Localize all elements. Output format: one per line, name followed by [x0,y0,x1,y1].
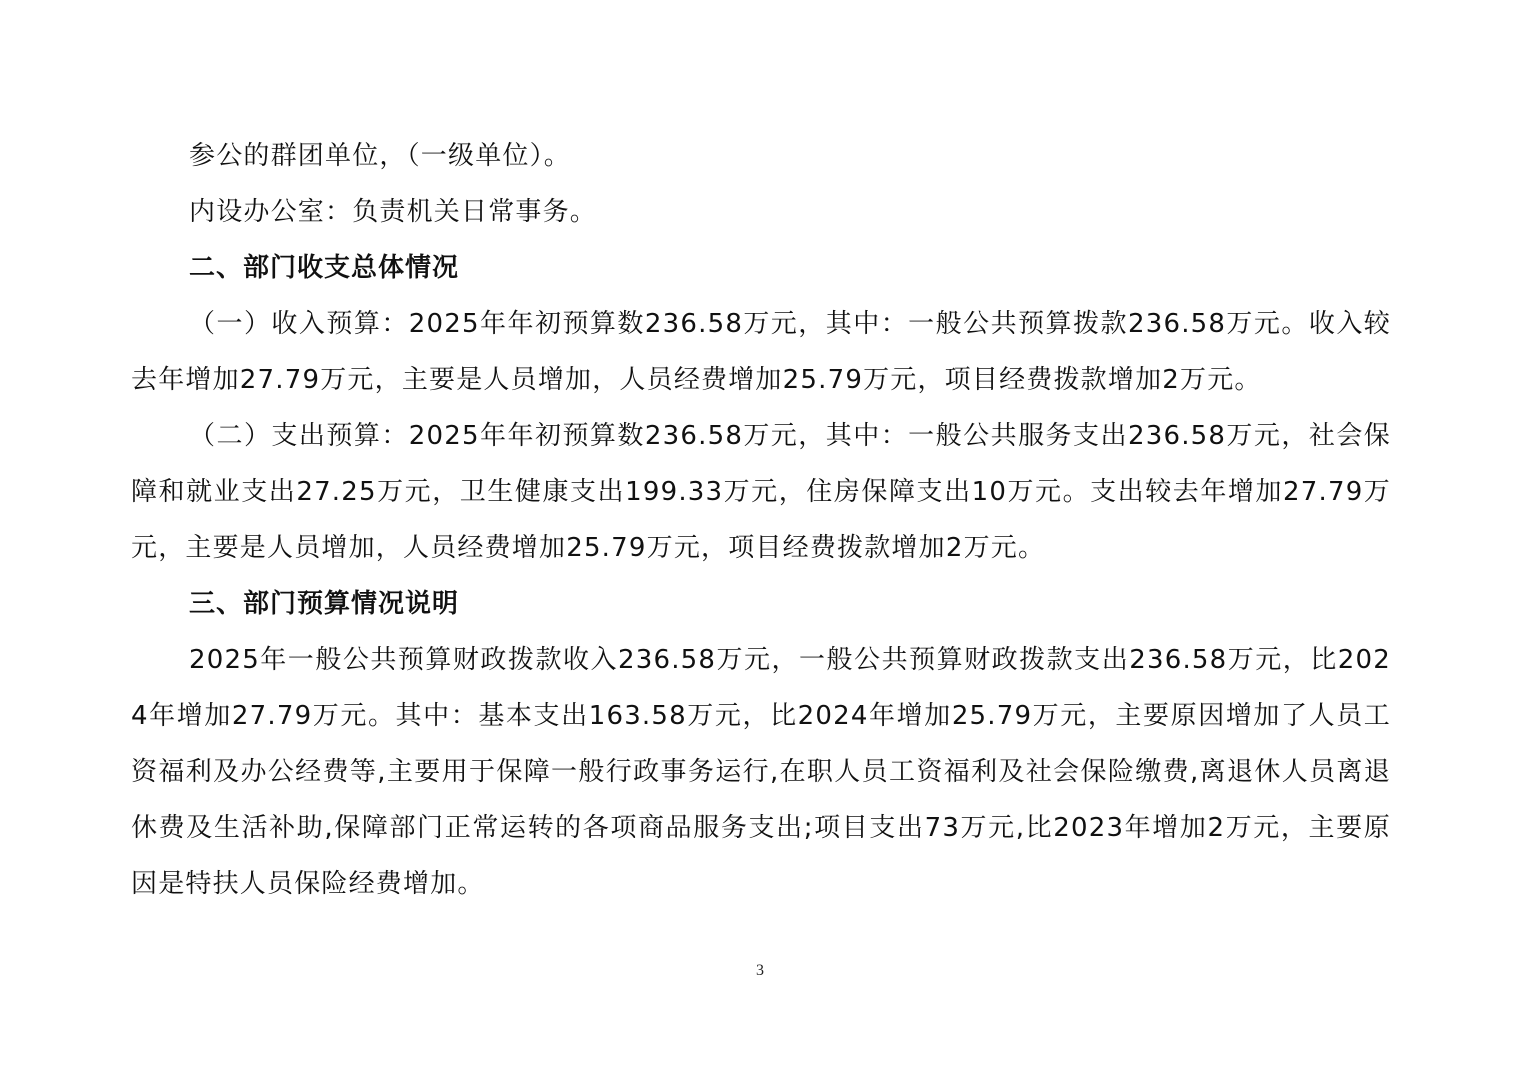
page-number: 3 [756,962,764,979]
paragraph-income-budget: （一）收入预算：2025年年初预算数236.58万元，其中：一般公共预算拨款236.58万元。收入较去年增加27.79万元，主要是人员增加，人员经费增加25.79万元，项目经费拨款增加2万元。 [131,309,1391,395]
section-heading-budget-explanation: 三、部门预算情况说明 [189,589,460,619]
paragraph-budget-explanation: 2025年一般公共预算财政拨款收入236.58万元，一般公共预算财政拨款支出236.58万元，比2024年增加27.79万元。其中：基本支出163.58万元，比2024年增加25.79万元，主要原因增加了人员工资福利及办公经费等,主要用于保障一般行政事务运行,在职人员工资福利及社会保险缴费,离退休人员离退休费及生活补助,保障部门正常运转的各项商品服务支出;项目支出73万元,比2023年增加2万元，主要原因是特扶人员保险经费增加。 [131,645,1391,899]
paragraph-expense-budget: （二）支出预算：2025年年初预算数236.58万元，其中：一般公共服务支出236.58万元，社会保障和就业支出27.25万元，卫生健康支出199.33万元，住房保障支出10万元。支出较去年增加27.79万元，主要是人员增加，人员经费增加25.79万元，项目经费拨款增加2万元。 [131,421,1391,563]
document-body [131,128,1391,912]
paragraph-unit-description: 参公的群团单位，（一级单位）。 [189,141,572,171]
section-heading-income-expense: 二、部门收支总体情况 [189,253,460,283]
paragraph-office-description: 内设办公室：负责机关日常事务。 [189,197,598,227]
